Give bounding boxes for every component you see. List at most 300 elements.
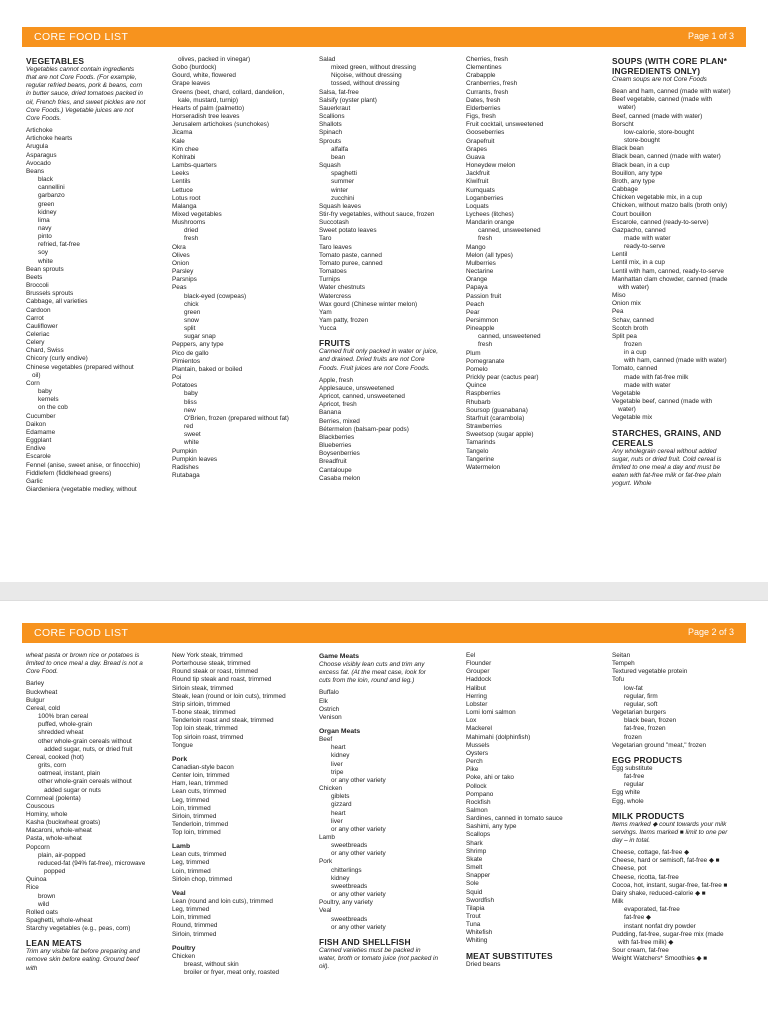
- food-subitem: low-fat: [624, 684, 643, 692]
- food-item: Cheese, cottage, fat-free ◆: [612, 849, 690, 857]
- food-item: Cocoa, hot, instant, sugar-free, fat-free ■: [612, 881, 728, 889]
- food-subitem: sugar snap: [184, 333, 216, 341]
- food-item: Plum: [466, 349, 481, 357]
- food-subitem: or any other variety: [331, 776, 386, 784]
- food-item: Loquats: [466, 202, 489, 210]
- column: [319, 56, 439, 483]
- food-item: Round, trimmed: [172, 922, 218, 930]
- subsection-heading: Game Meats: [319, 653, 360, 660]
- subsection-heading: Veal: [172, 889, 186, 897]
- food-subitem: frozen: [624, 341, 642, 348]
- food-item: Turnips: [319, 276, 341, 284]
- food-item: Barley: [26, 680, 45, 688]
- food-item: Honeydew melon: [466, 162, 516, 170]
- food-item: Tenderloin, trimmed: [172, 820, 229, 828]
- food-item: Manhattan clam chowder, canned (made: [612, 275, 728, 283]
- food-item: Blackberries: [319, 433, 355, 441]
- food-item: Pumpkin: [172, 447, 197, 455]
- food-item: Popcorn: [26, 843, 50, 851]
- food-item: Lentils: [172, 178, 191, 186]
- food-subitem: kidney: [331, 874, 350, 882]
- food-item: Yucca: [319, 325, 337, 333]
- food-item: Peppers, any type: [172, 341, 224, 349]
- food-item: Bétermelon (balsam-pear pods): [319, 425, 409, 433]
- food-item: Tenderloin roast and steak, trimmed: [172, 717, 274, 725]
- food-item: Bulgur: [26, 696, 45, 704]
- food-item: Watermelon: [466, 463, 501, 471]
- food-item: Chicken: [319, 785, 343, 793]
- food-subitem: ready-to-serve: [624, 243, 666, 251]
- food-subitem: snow: [184, 317, 199, 324]
- food-subitem: fresh: [478, 235, 493, 243]
- food-item: Wax gourd (Chinese winter melon): [319, 300, 418, 308]
- food-item: Quinoa: [26, 876, 47, 884]
- food-item: Eel: [466, 652, 476, 659]
- food-subitem: brown: [38, 892, 56, 900]
- column: [172, 652, 292, 977]
- food-item: Loin, trimmed: [172, 804, 211, 812]
- food-item: Celery: [26, 339, 45, 347]
- food-item: Prickly pear (cactus pear): [466, 374, 539, 382]
- food-subitem: lima: [38, 216, 50, 224]
- food-subitem: regular, firm: [624, 692, 658, 700]
- food-item: Melon (all types): [466, 251, 513, 259]
- food-item: Black bean, canned (made with water): [612, 153, 721, 161]
- food-item: Carrot: [26, 314, 44, 322]
- food-item: Beef: [319, 736, 333, 744]
- food-item: Salsa, fat-free: [319, 88, 359, 96]
- food-item: Berries, mixed: [319, 417, 360, 425]
- food-item: Round steak or roast, trimmed: [172, 668, 258, 676]
- food-subitem: puffed, whole-grain: [38, 721, 93, 729]
- food-item: Succotash: [319, 219, 349, 227]
- food-item: Cereal, cold: [26, 704, 61, 712]
- food-item: Leg, trimmed: [172, 906, 210, 914]
- food-item: Lean cuts, trimmed: [172, 851, 227, 859]
- food-subitem: or any other variety: [331, 825, 386, 833]
- food-item: Trout: [466, 913, 481, 920]
- food-item: Grapes: [466, 145, 487, 153]
- food-subitem: 100% bran cereal: [38, 713, 89, 721]
- food-item: Elk: [319, 697, 328, 705]
- column: [612, 56, 732, 492]
- food-item: Mandarin orange: [466, 219, 515, 227]
- food-item: Mushrooms: [172, 219, 206, 227]
- food-subitem: fat-free ◆: [624, 914, 651, 922]
- food-item: Crabapple: [466, 72, 496, 80]
- food-item: Pasta, whole-wheat: [26, 835, 82, 843]
- food-item: Oysters: [466, 749, 489, 757]
- food-item: Beets: [26, 273, 43, 281]
- food-item: Stir-fry vegetables, without sauce, frozen: [319, 210, 435, 218]
- food-subitem: mixed green, without dressing: [331, 64, 416, 72]
- food-item: Eggplant: [26, 437, 52, 445]
- food-item: Lean cuts, trimmed: [172, 788, 227, 796]
- food-item: Tamarinds: [466, 439, 496, 447]
- food-item: Lettuce: [172, 186, 193, 194]
- food-item: Macaroni, whole-wheat: [26, 827, 92, 835]
- food-item: Veal: [319, 907, 332, 915]
- food-item: Tilapia: [466, 904, 485, 912]
- food-item: Milk: [612, 898, 624, 906]
- food-subitem: canned, unsweetened: [478, 227, 541, 235]
- food-item: Mixed vegetables: [172, 210, 222, 218]
- food-item: Garlic: [26, 477, 43, 485]
- food-item: Asparagus: [26, 151, 57, 159]
- food-item: Vegetable beef, canned (made with: [612, 398, 713, 406]
- food-subitem: on the cob: [38, 404, 68, 412]
- page-number: Page 1 of 3: [687, 31, 734, 41]
- food-subitem: fat-free: [624, 773, 645, 781]
- food-subitem: pinto: [38, 233, 52, 241]
- food-item: Gourd, white, flowered: [172, 72, 236, 80]
- food-subitem: liver: [331, 817, 343, 825]
- food-item: Poi: [172, 374, 182, 382]
- food-item: Mackerel: [466, 725, 492, 733]
- food-item: Olives: [172, 251, 190, 259]
- food-item: Beans: [26, 167, 45, 175]
- section-note: Canned fruit only packed in water or juice, and drained. Dried fruits are not Core Foods. Fruit juices are not Core Foods.: [319, 348, 439, 372]
- page-2: [0, 600, 768, 1025]
- food-item: Blueberries: [319, 442, 352, 450]
- food-item: Yam patty, frozen: [319, 317, 369, 324]
- subsection-heading: Poultry: [172, 944, 196, 952]
- section-heading: STARCHES, GRAINS, AND CEREALS: [612, 427, 722, 448]
- food-item: Shallots: [319, 121, 342, 129]
- food-item: Fiddlefern (fiddlehead greens): [26, 469, 112, 477]
- food-item: Apricot, fresh: [319, 401, 357, 409]
- food-item: Applesauce, unsweetened: [319, 384, 394, 392]
- section-note: Any wholegrain cereal without added sugar, nuts or dried fruit. Cold cereal is limited to one meal a day and must be eaten with fat-free milk or fat-free plain yogurt. Whole: [612, 447, 722, 488]
- food-item: Lomi lomi salmon: [466, 709, 516, 717]
- food-subitem: or any other variety: [331, 850, 386, 858]
- food-subitem: with ham, canned (made with water): [624, 357, 727, 365]
- food-item: Lentil: [612, 251, 628, 259]
- food-item: Starfruit (carambola): [466, 414, 525, 422]
- food-subitem: water): [618, 104, 636, 112]
- food-item: Plantain, baked or boiled: [172, 365, 243, 373]
- food-item: Seitan: [612, 652, 631, 659]
- food-item: Mango: [466, 243, 486, 251]
- food-item: Miso: [612, 292, 626, 300]
- food-subitem: bliss: [184, 398, 197, 406]
- food-subitem: winter: [331, 186, 349, 194]
- food-item: Sauerkraut: [319, 104, 351, 112]
- food-item: Squash: [319, 162, 341, 170]
- food-item: Perch: [466, 758, 483, 766]
- food-subitem: cannellini: [38, 184, 65, 192]
- food-subitem: regular, soft: [624, 700, 658, 708]
- food-subitem: bean: [331, 153, 346, 161]
- food-item: Potatoes: [172, 382, 198, 390]
- food-subitem: with fat-free milk) ◆: [618, 938, 674, 946]
- food-item: Lambs-quarters: [172, 162, 217, 170]
- food-item: Mussels: [466, 741, 490, 749]
- food-item: Taro: [319, 235, 332, 243]
- food-subitem: red: [184, 423, 194, 431]
- food-subitem: garbanzo: [38, 192, 65, 200]
- food-item: Pork: [319, 858, 333, 866]
- food-subitem: black bean, frozen: [624, 717, 677, 725]
- food-subitem: olives, packed in vinegar): [178, 56, 251, 63]
- food-item: Flounder: [466, 660, 492, 668]
- food-subitem: added sugar or nuts: [44, 786, 101, 794]
- food-item: Daikon: [26, 420, 46, 428]
- food-item: Squash leaves: [319, 202, 361, 210]
- food-item: Radishes: [172, 463, 199, 471]
- food-subitem: shredded wheat: [38, 729, 84, 737]
- food-item: Sole: [466, 880, 479, 888]
- food-item: Persimmon: [466, 317, 499, 324]
- food-item: Tomato puree, canned: [319, 259, 383, 267]
- food-item: Leg, trimmed: [172, 796, 210, 804]
- food-item: Apple, fresh: [319, 376, 354, 384]
- food-item: Peas: [172, 284, 187, 292]
- food-item: Egg, whole: [612, 797, 644, 805]
- food-item: Rice: [26, 884, 39, 892]
- food-item: Pico de gallo: [172, 349, 209, 357]
- column: [466, 652, 586, 969]
- food-item: Rolled oats: [26, 908, 58, 916]
- food-subitem: reduced-fat (94% fat-free), microwave: [38, 859, 146, 867]
- food-item: Boysenberries: [319, 450, 360, 458]
- food-item: Cheese, pot: [612, 865, 647, 873]
- food-item: Greens (beet, chard, collard, dandelion,: [172, 88, 285, 96]
- food-subitem: dried: [184, 227, 199, 235]
- food-item: Gazpacho, canned: [612, 226, 666, 234]
- food-item: Mahimahi (dolphinfish): [466, 733, 531, 741]
- food-item: Kim chee: [172, 145, 199, 153]
- food-subitem: added sugar, nuts, or dried fruit: [44, 745, 133, 753]
- food-item: Sweetsop (sugar apple): [466, 431, 534, 439]
- section-note: Choose visibly lean cuts and trim any excess fat. (At the meat case, look for cuts from the loin, round and leg.): [319, 661, 426, 685]
- food-item: Figs, fresh: [466, 113, 496, 121]
- food-item: Lotus root: [172, 194, 201, 202]
- food-subitem: white: [38, 257, 53, 265]
- food-item: Dried beans: [466, 960, 501, 968]
- food-item: Cauliflower: [26, 322, 58, 330]
- food-subitem: heart: [331, 809, 346, 817]
- food-item: Sweet potato leaves: [319, 227, 377, 235]
- food-subitem: wild: [38, 900, 50, 908]
- food-item: Vegetarian burgers: [612, 709, 667, 717]
- food-item: Hearts of palm (palmetto): [172, 104, 245, 112]
- food-item: Kumquats: [466, 186, 495, 194]
- food-item: Cabbage: [612, 186, 638, 194]
- food-item: Guava: [466, 153, 485, 161]
- food-item: Skate: [466, 855, 483, 863]
- food-item: Watercress: [319, 292, 352, 300]
- section-heading: MILK PRODUCTS: [612, 810, 685, 821]
- food-item: Jerusalem artichokes (sunchokes): [172, 121, 269, 129]
- food-subitem: oatmeal, instant, plain: [38, 770, 101, 778]
- food-item: Grouper: [466, 668, 490, 676]
- food-subitem: giblets: [331, 793, 350, 801]
- food-item: Pear: [466, 308, 480, 316]
- food-item: Escarole: [26, 453, 51, 461]
- food-item: Starchy vegetables (e.g., peas, corn): [26, 925, 131, 933]
- food-item: Dairy shake, reduced-calorie ◆ ■: [612, 889, 706, 897]
- food-item: Shark: [466, 839, 483, 847]
- food-item: Corn: [26, 379, 40, 387]
- food-item: Banana: [319, 409, 342, 417]
- food-item: Tomatoes: [319, 268, 347, 276]
- food-subitem: soy: [38, 249, 48, 257]
- food-item: Vegetarian ground "meat," frozen: [612, 741, 707, 749]
- food-subitem: tripe: [331, 768, 344, 776]
- food-item: Canadian-style bacon: [172, 763, 234, 771]
- section-heading: LEAN MEATS: [26, 938, 82, 949]
- food-item: Sardines, canned in tomato sauce: [466, 815, 563, 823]
- food-item: New York steak, trimmed: [172, 652, 243, 659]
- food-item: Peach: [466, 300, 485, 308]
- food-subitem: kale, mustard, turnip): [178, 96, 239, 104]
- food-item: Rockfish: [466, 798, 491, 806]
- food-item: Breadfruit: [319, 458, 347, 466]
- food-item: Pineapple: [466, 325, 495, 333]
- food-item: Tempeh: [612, 660, 635, 668]
- column: [466, 56, 586, 472]
- subsection-heading: Lamb: [172, 843, 191, 851]
- food-item: Apricot, canned, unsweetened: [319, 393, 405, 401]
- food-subitem: made with water: [624, 381, 671, 389]
- food-item: Sirloin steak, trimmed: [172, 684, 234, 692]
- food-item: Pimientos: [172, 357, 201, 365]
- food-item: Squid: [466, 888, 483, 896]
- section-note: Cream soups are not Core Foods: [612, 76, 707, 83]
- food-item: Swordfish: [466, 896, 495, 904]
- food-item: Fennel (anise, sweet anise, or finocchio): [26, 461, 141, 469]
- food-item: Papaya: [466, 284, 488, 292]
- food-item: Onion: [172, 259, 190, 267]
- food-item: Edamame: [26, 428, 56, 436]
- food-item: Tomato, canned: [612, 365, 658, 373]
- food-subitem: other whole-grain cereals without: [38, 778, 132, 786]
- food-item: Whiting: [466, 937, 488, 945]
- food-subitem: alfalfa: [331, 145, 349, 153]
- food-subitem: O'Brien, frozen (prepared without fat): [184, 414, 289, 422]
- food-item: Cardoon: [26, 306, 51, 314]
- food-item: Grape leaves: [172, 80, 211, 88]
- food-item: Loganberries: [466, 194, 504, 202]
- food-item: Lamb: [319, 833, 335, 841]
- food-item: Escarole, canned (ready-to-serve): [612, 218, 709, 226]
- food-subitem: kidney: [38, 208, 57, 216]
- food-item: Pea: [612, 308, 624, 316]
- food-item: Buckwheat: [26, 688, 58, 696]
- section-heading: VEGETABLES: [26, 56, 85, 66]
- food-item: Hominy, whole: [26, 810, 68, 818]
- food-item: Dates, fresh: [466, 96, 501, 104]
- food-subitem: broiler or fryer, meat only, roasted: [184, 969, 280, 976]
- food-item: Pudding, fat-free, sugar-free mix (made: [612, 930, 724, 938]
- food-item: Parsnips: [172, 276, 197, 284]
- food-item: Pollock: [466, 782, 487, 790]
- food-subitem: instant nonfat dry powder: [624, 922, 696, 930]
- food-item: Center loin, trimmed: [172, 772, 230, 780]
- food-item: Giardeniera (vegetable medley, without: [26, 485, 137, 493]
- food-item: Bean sprouts: [26, 265, 64, 273]
- section-note: Vegetables cannot contain ingredients that are not Core Foods. (For example, regular refried beans, pork & beans, corn in butter sauce, dried tomatoes packed in oil, French fries, and sweet pickles are not Core Foods.) Vegetable juices are not Core Foods.: [26, 66, 146, 122]
- food-item: Loin, trimmed: [172, 914, 211, 922]
- food-item: Water chestnuts: [319, 284, 365, 292]
- food-item: Soursop (guanabana): [466, 406, 528, 414]
- food-item: Sashimi, any type: [466, 823, 517, 831]
- food-item: Taro leaves: [319, 243, 352, 251]
- food-subitem: spaghetti: [331, 170, 357, 178]
- food-item: Pumpkin leaves: [172, 455, 218, 463]
- food-item: Mulberries: [466, 259, 496, 267]
- food-subitem: black: [38, 176, 53, 184]
- subsection-heading: Pork: [172, 755, 188, 763]
- food-item: Ostrich: [319, 705, 340, 713]
- food-subitem: white: [184, 439, 199, 447]
- food-item: Chinese vegetables (prepared without: [26, 363, 134, 371]
- food-item: Artichoke hearts: [26, 135, 73, 143]
- food-subitem: fresh: [184, 235, 199, 243]
- food-subitem: fat-free, frozen: [624, 725, 666, 733]
- food-item: Cornmeal (polenta): [26, 794, 81, 802]
- food-item: Cheese, ricotta, fat-free: [612, 873, 679, 881]
- food-subitem: split: [184, 325, 196, 333]
- food-item: Tongue: [172, 741, 193, 749]
- food-item: Herring: [466, 692, 487, 700]
- food-item: Cantaloupe: [319, 466, 352, 474]
- food-subitem: or any other variety: [331, 891, 386, 899]
- food-item: Fruit cocktail, unsweetened: [466, 121, 544, 129]
- food-item: Arugula: [26, 143, 49, 151]
- food-subitem: green: [184, 308, 201, 316]
- food-subitem: chitterlings: [331, 866, 362, 874]
- food-item: Sour cream, fat-free: [612, 947, 669, 954]
- subsection-heading: Organ Meats: [319, 728, 361, 736]
- food-item: Steak, lean (round or loin cuts), trimmed: [172, 692, 286, 700]
- food-item: Leeks: [172, 170, 190, 178]
- food-item: Lentil with ham, canned, ready-to-serve: [612, 267, 724, 275]
- food-subitem: with water): [618, 283, 649, 291]
- food-subitem: regular: [624, 781, 644, 789]
- food-subitem: Niçoise, without dressing: [331, 72, 402, 80]
- section-note: Trim any visible fat before preparing and remove skin before eating. Ground beef with: [26, 948, 140, 972]
- food-item: Leg, trimmed: [172, 859, 210, 867]
- food-item: Borscht: [612, 120, 634, 128]
- food-item: Egg white: [612, 789, 641, 797]
- section-heading: EGG PRODUCTS: [612, 754, 683, 765]
- food-item: Lox: [466, 717, 477, 725]
- food-item: Endive: [26, 445, 46, 453]
- food-subitem: new: [184, 406, 196, 414]
- column: [319, 652, 439, 975]
- food-item: Cabbage, all varieties: [26, 298, 88, 306]
- food-item: Sprouts: [319, 137, 342, 145]
- food-item: Halibut: [466, 684, 486, 692]
- food-subitem: made with water: [624, 234, 671, 242]
- column: [26, 652, 146, 977]
- food-item: Grapefruit: [466, 137, 495, 145]
- food-item: Tangelo: [466, 447, 489, 455]
- page-header: [22, 27, 746, 47]
- food-item: Sirloin, trimmed: [172, 812, 217, 820]
- food-item: Whitefish: [466, 929, 493, 937]
- food-item: T-bone steak, trimmed: [172, 709, 236, 717]
- food-item: Kohlrabi: [172, 153, 196, 161]
- food-item: Sirloin chop, trimmed: [172, 875, 233, 883]
- food-subitem: green: [38, 200, 55, 208]
- food-subitem: canned, unsweetened: [478, 333, 541, 341]
- food-subitem: popped: [44, 868, 66, 876]
- food-item: Chicory (curly endive): [26, 355, 88, 363]
- food-item: Pike: [466, 766, 479, 774]
